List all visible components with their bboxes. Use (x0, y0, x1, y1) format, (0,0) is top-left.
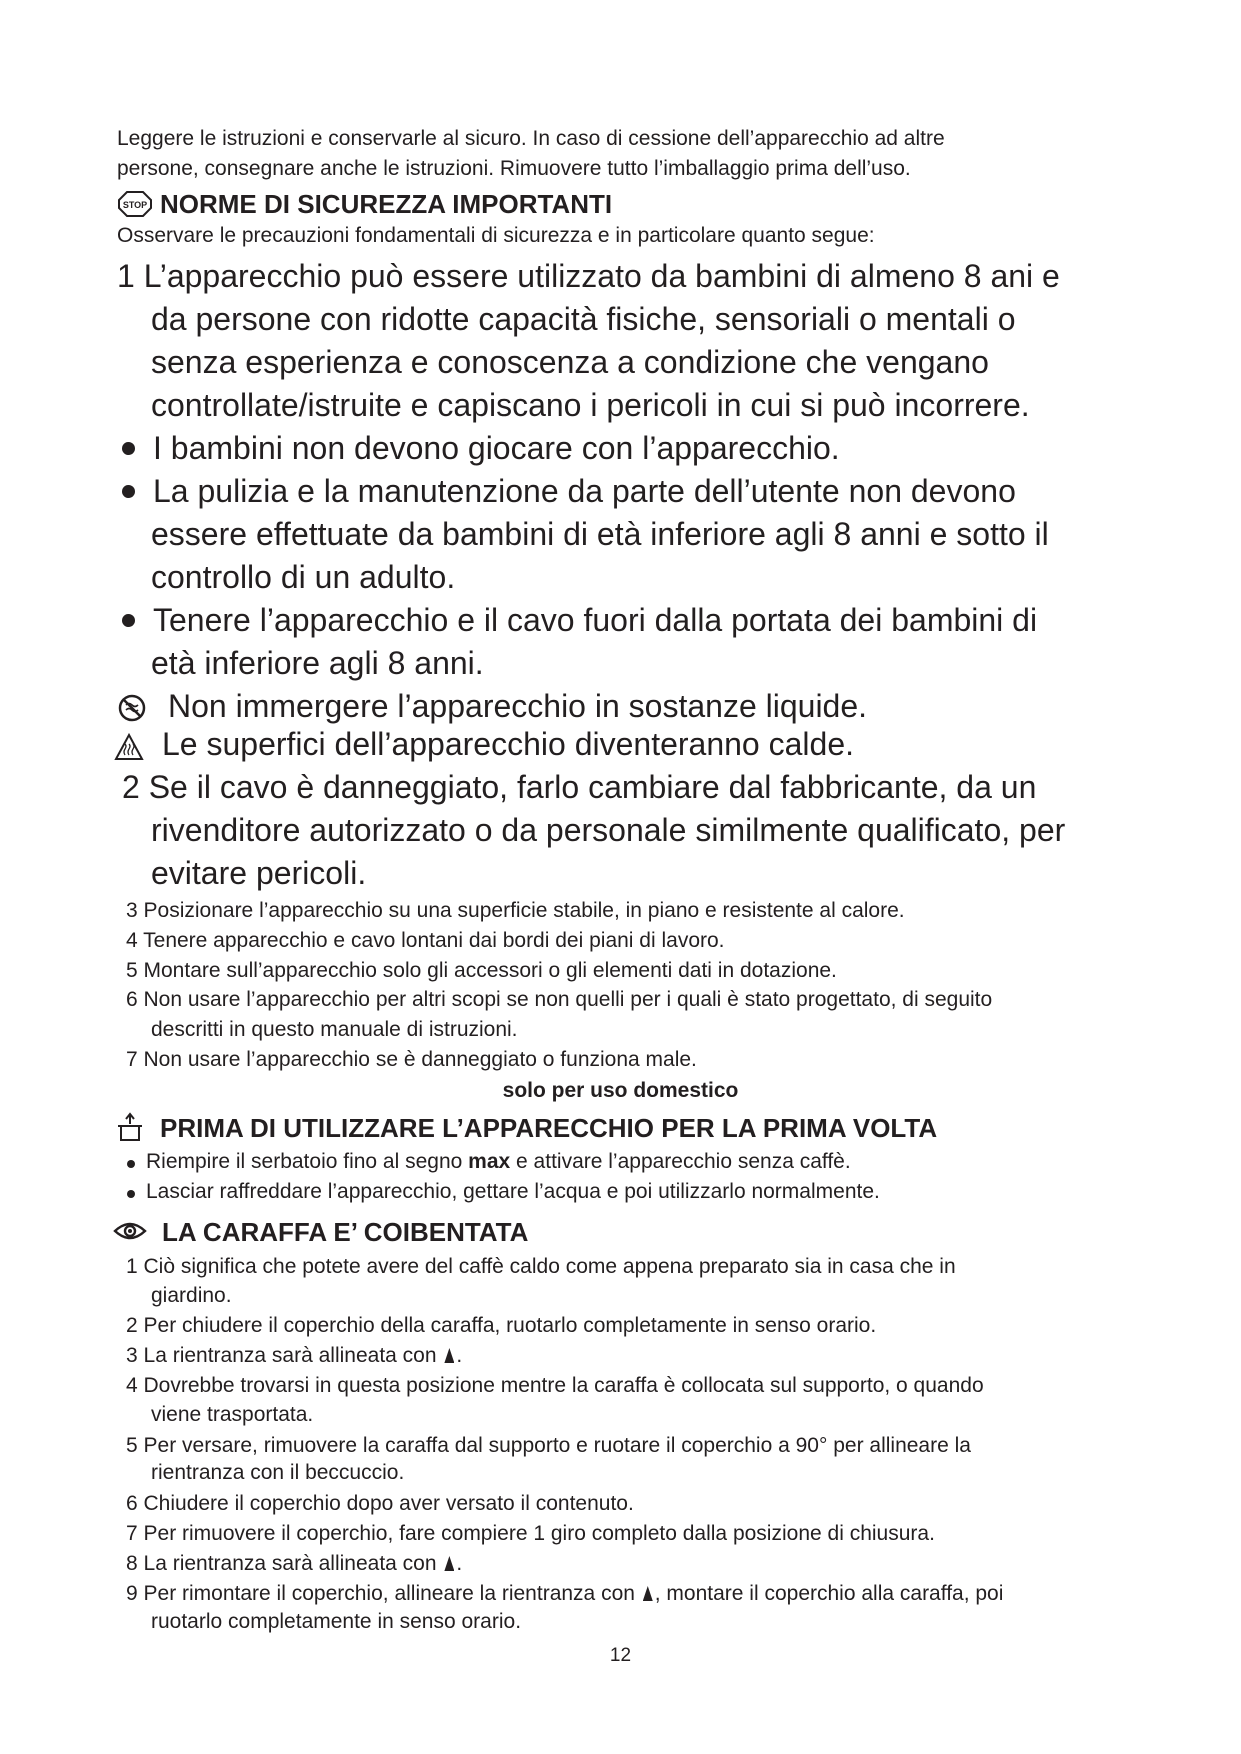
no-immerse-icon (118, 694, 146, 722)
carafe-step-5-line-1: 5 Per versare, rimuovere la caraffa dal supporto e ruotare il coperchio a 90° per allineare la (126, 1434, 971, 1457)
lid-alignment-mark-icon (643, 1586, 653, 1601)
intro-line-2: persone, consegnare anche le istruzioni. Rimuovere tutto l’imballaggio prima dell’uso. (117, 157, 911, 180)
first-use-heading: PRIMA DI UTILIZZARE L’APPARECCHIO PER LA PRIMA VOLTA (160, 1113, 938, 1143)
carafe-step-8: 8 La rientranza sarà allineata con . (126, 1552, 463, 1575)
bullet-3-line-2: età inferiore agli 8 anni. (151, 645, 484, 681)
item-1-line-2: da persone con ridotte capacità fisiche, sensoriali o mentali o (151, 301, 1016, 337)
bullet-3-line-1: Tenere l’apparecchio e il cavo fuori dalla portata dei bambini di (153, 602, 1038, 638)
item-2-line-2: rivenditore autorizzato o da personale similmente qualificato, per (151, 812, 1066, 848)
item-6-line-1: 6 Non usare l’apparecchio per altri scopi se non quelli per i quali è stato progettato, di seguito (126, 988, 993, 1011)
svg-text:STOP: STOP (122, 200, 148, 210)
item-1-line-4: controllate/istruite e capiscano i pericoli in cui si può incorrere. (151, 387, 1030, 423)
carafe-step-4-line-1: 4 Dovrebbe trovarsi in questa posizione mentre la caraffa è collocata sul supporto, o quando (126, 1374, 984, 1397)
item-6-line-2: descritti in questo manuale di istruzioni. (151, 1018, 518, 1041)
lid-alignment-mark-icon (444, 1348, 454, 1363)
item-1-line-1: 1 L’apparecchio può essere utilizzato da bambini di almeno 8 ani e (117, 258, 1060, 294)
carafe-step-9-line-2: ruotarlo completamente in senso orario. (151, 1610, 522, 1633)
bullet-2-line-1: La pulizia e la manutenzione da parte dell’utente non devono (153, 473, 1016, 509)
item-1-line-3: senza esperienza e conoscenza a condizione che vengano (151, 344, 989, 380)
carafe-step-7: 7 Per rimuovere il coperchio, fare compiere 1 giro completo dalla posizione di chiusura. (126, 1522, 935, 1545)
domestic-use-note: solo per uso domestico (502, 1079, 739, 1102)
intro-line-1: Leggere le istruzioni e conservarle al sicuro. In caso di cessione dell’apparecchio ad altre (117, 127, 945, 150)
bullet-2-line-3: controllo di un adulto. (151, 559, 456, 595)
hot-surface-warning: Le superfici dell’apparecchio diventeranno calde. (162, 726, 854, 762)
carafe-heading: LA CARAFFA E’ COIBENTATA (162, 1217, 529, 1247)
item-2-line-3: evitare pericoli. (151, 855, 367, 891)
item-5: 5 Montare sull’apparecchio solo gli accessori o gli elementi dati in dotazione. (126, 959, 837, 982)
lid-alignment-mark-icon (444, 1556, 454, 1571)
hot-surface-icon (114, 733, 144, 761)
bullet-2-line-2: essere effettuate da bambini di età inferiore agli 8 anni e sotto il (151, 516, 1049, 552)
carafe-step-6: 6 Chiudere il coperchio dopo aver versato il contenuto. (126, 1492, 634, 1515)
first-use-bullet-2: Lasciar raffreddare l’apparecchio, gettare l’acqua e poi utilizzarlo normalmente. (146, 1180, 880, 1203)
carafe-step-2: 2 Per chiudere il coperchio della caraffa, ruotarlo completamente in senso orario. (126, 1314, 877, 1337)
safety-heading: NORME DI SICUREZZA IMPORTANTI (160, 189, 613, 219)
no-immerse-warning: Non immergere l’apparecchio in sostanze liquide. (168, 688, 868, 724)
eye-icon (113, 1220, 147, 1242)
carafe-step-1-line-2: giardino. (151, 1284, 232, 1307)
bullet-dot (127, 1190, 135, 1198)
carafe-step-3: 3 La rientranza sarà allineata con . (126, 1344, 463, 1367)
carafe-step-4-line-2: viene trasportata. (151, 1403, 314, 1426)
page-number: 12 (609, 1645, 632, 1666)
bullet-dot (122, 614, 135, 627)
safety-subheading: Osservare le precauzioni fondamentali di sicurezza e in particolare quanto segue: (117, 224, 875, 247)
item-2-line-1: 2 Se il cavo è danneggiato, farlo cambiare dal fabbricante, da un (122, 769, 1037, 805)
carafe-step-9-line-1: 9 Per rimontare il coperchio, allineare la rientranza con , montare il coperchio alla caraffa, poi (126, 1582, 1004, 1605)
bullet-dot (122, 442, 135, 455)
unpack-box-icon (116, 1112, 144, 1142)
bullet-dot (127, 1160, 135, 1168)
bullet-1: I bambini non devono giocare con l’apparecchio. (153, 430, 840, 466)
first-use-bullet-1: Riempire il serbatoio fino al segno max e attivare l’apparecchio senza caffè. (146, 1150, 851, 1173)
item-3: 3 Posizionare l’apparecchio su una superficie stabile, in piano e resistente al calore. (126, 899, 905, 922)
carafe-step-5-line-2: rientranza con il beccuccio. (151, 1461, 405, 1484)
bullet-dot (122, 485, 135, 498)
carafe-step-1-line-1: 1 Ciò significa che potete avere del caffè caldo come appena preparato sia in casa che in (126, 1255, 956, 1278)
item-7: 7 Non usare l’apparecchio se è danneggiato o funziona male. (126, 1048, 697, 1071)
stop-icon (118, 191, 152, 217)
item-4: 4 Tenere apparecchio e cavo lontani dai bordi dei piani di lavoro. (126, 929, 725, 952)
